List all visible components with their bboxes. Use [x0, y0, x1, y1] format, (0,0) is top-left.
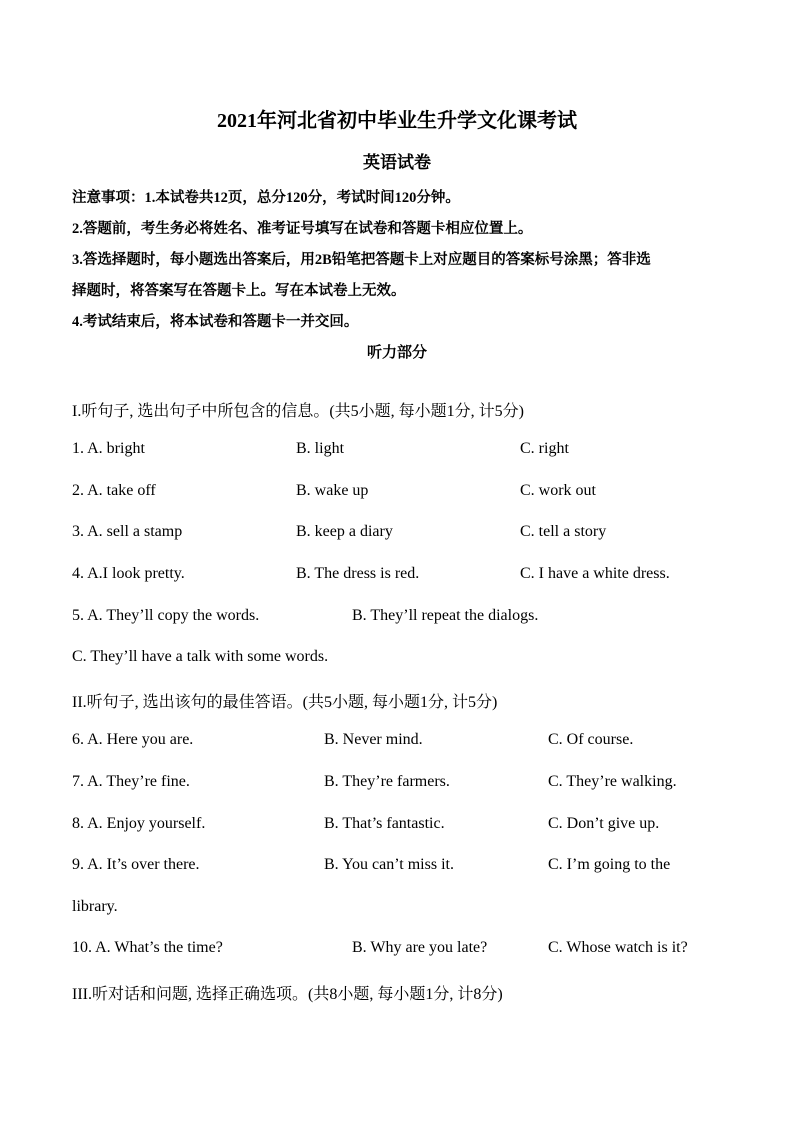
q6-option-c: C. Of course. — [548, 731, 634, 748]
note-line: 3.答选择题时，每小题选出答案后，用2B铅笔把答题卡上对应题目的答案标号涂黑；答非选 — [72, 252, 651, 268]
q4-option-a: 4. A.I look pretty. — [72, 565, 185, 582]
q1-option-c: C. right — [520, 440, 569, 457]
q7-option-a: 7. A. They’re fine. — [72, 773, 190, 790]
note-line: 4.考试结束后，将本试卷和答题卡一并交回。 — [72, 314, 359, 330]
q3-option-c: C. tell a story — [520, 523, 607, 540]
note-line: 注意事项：1.本试卷共12页，总分120分，考试时间120分钟。 — [72, 190, 460, 206]
q1-option-a: 1. A. bright — [72, 440, 145, 457]
q9-option-c-continued: library. — [72, 898, 118, 915]
q8-option-b: B. That’s fantastic. — [324, 815, 445, 832]
q5-option-b: B. They’ll repeat the dialogs. — [352, 607, 539, 624]
q2-option-a: 2. A. take off — [72, 482, 156, 499]
q1-option-b: B. light — [296, 440, 345, 457]
q6-option-a: 6. A. Here you are. — [72, 731, 194, 748]
q2-option-c: C. work out — [520, 482, 596, 499]
q4-option-b: B. The dress is red. — [296, 565, 420, 582]
part1-instruction: I.听句子, 选出句子中所包含的信息。(共5小题, 每小题1分, 计5分) — [72, 403, 524, 420]
q7-option-b: B. They’re farmers. — [324, 773, 450, 790]
q4-option-c: C. I have a white dress. — [520, 565, 670, 582]
section-heading-listening: 听力部分 — [366, 345, 427, 361]
q9-option-b: B. You can’t miss it. — [324, 856, 454, 873]
part3-instruction: III.听对话和问题, 选择正确选项。(共8小题, 每小题1分, 计8分) — [72, 986, 503, 1003]
note-line: 2.答题前，考生务必将姓名、准考证号填写在试卷和答题卡相应位置上。 — [72, 221, 533, 237]
note-line: 择题时，将答案写在答题卡上。写在本试卷上无效。 — [72, 283, 406, 299]
q10-option-c: C. Whose watch is it? — [548, 939, 688, 956]
part2-instruction: II.听句子, 选出该句的最佳答语。(共5小题, 每小题1分, 计5分) — [72, 694, 498, 711]
q7-option-c: C. They’re walking. — [548, 773, 677, 790]
q9-option-c: C. I’m going to the — [548, 856, 671, 873]
q10-option-a: 10. A. What’s the time? — [72, 939, 223, 956]
q8-option-c: C. Don’t give up. — [548, 815, 660, 832]
exam-subtitle: 英语试卷 — [363, 153, 431, 172]
q5-option-a: 5. A. They’ll copy the words. — [72, 607, 260, 624]
q5-option-c: C. They’ll have a talk with some words. — [72, 648, 329, 665]
q2-option-b: B. wake up — [296, 482, 369, 499]
q6-option-b: B. Never mind. — [324, 731, 423, 748]
q3-option-a: 3. A. sell a stamp — [72, 523, 183, 540]
q8-option-a: 8. A. Enjoy yourself. — [72, 815, 206, 832]
q3-option-b: B. keep a diary — [296, 523, 393, 540]
q9-option-a: 9. A. It’s over there. — [72, 856, 200, 873]
exam-title: 2021年河北省初中毕业生升学文化课考试 — [217, 110, 577, 132]
q10-option-b: B. Why are you late? — [352, 939, 488, 956]
